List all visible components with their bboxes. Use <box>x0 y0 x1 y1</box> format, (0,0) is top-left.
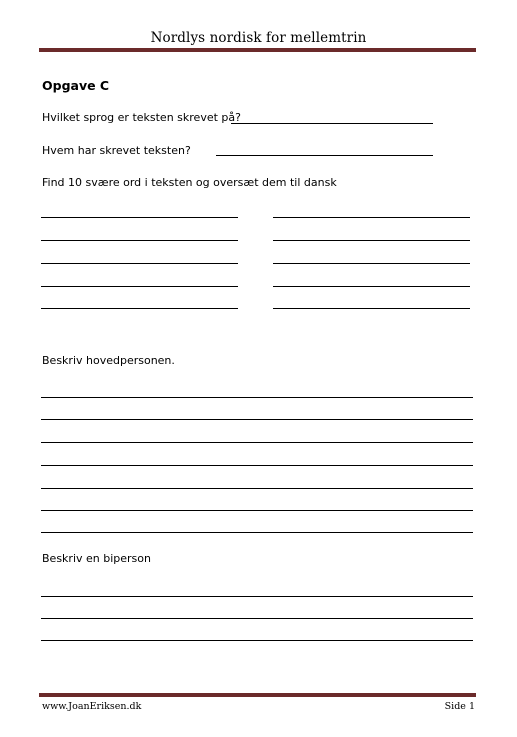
word-line-left[interactable] <box>41 263 238 264</box>
header-rule <box>39 48 476 52</box>
writing-line-side-character[interactable] <box>41 640 473 641</box>
writing-line-side-character[interactable] <box>41 618 473 619</box>
writing-line-main-character[interactable] <box>41 397 473 398</box>
answer-line-language[interactable] <box>231 123 433 124</box>
question-language: Hvilket sprog er teksten skrevet på? <box>42 111 241 124</box>
writing-line-main-character[interactable] <box>41 532 473 533</box>
writing-line-main-character[interactable] <box>41 510 473 511</box>
word-line-right[interactable] <box>273 286 470 287</box>
word-line-left[interactable] <box>41 217 238 218</box>
word-line-left[interactable] <box>41 308 238 309</box>
word-line-left[interactable] <box>41 286 238 287</box>
question-author: Hvem har skrevet teksten? <box>42 144 191 157</box>
writing-line-main-character[interactable] <box>41 488 473 489</box>
word-line-right[interactable] <box>273 217 470 218</box>
word-line-right[interactable] <box>273 240 470 241</box>
footer-page-number: Side 1 <box>444 701 475 712</box>
question-side-character: Beskriv en biperson <box>42 552 151 565</box>
task-heading: Opgave C <box>42 78 110 93</box>
writing-line-side-character[interactable] <box>41 596 473 597</box>
footer-website: www.JoanEriksen.dk <box>42 701 142 712</box>
writing-line-main-character[interactable] <box>41 442 473 443</box>
word-line-right[interactable] <box>273 263 470 264</box>
question-difficult-words: Find 10 svære ord i teksten og oversæt dem til dansk <box>42 176 337 189</box>
footer-rule <box>39 693 476 697</box>
document-header-title: Nordlys nordisk for mellemtrin <box>150 30 367 46</box>
word-line-right[interactable] <box>273 308 470 309</box>
word-line-left[interactable] <box>41 240 238 241</box>
writing-line-main-character[interactable] <box>41 419 473 420</box>
question-main-character: Beskriv hovedpersonen. <box>42 354 175 367</box>
writing-line-main-character[interactable] <box>41 465 473 466</box>
answer-line-author[interactable] <box>216 155 433 156</box>
